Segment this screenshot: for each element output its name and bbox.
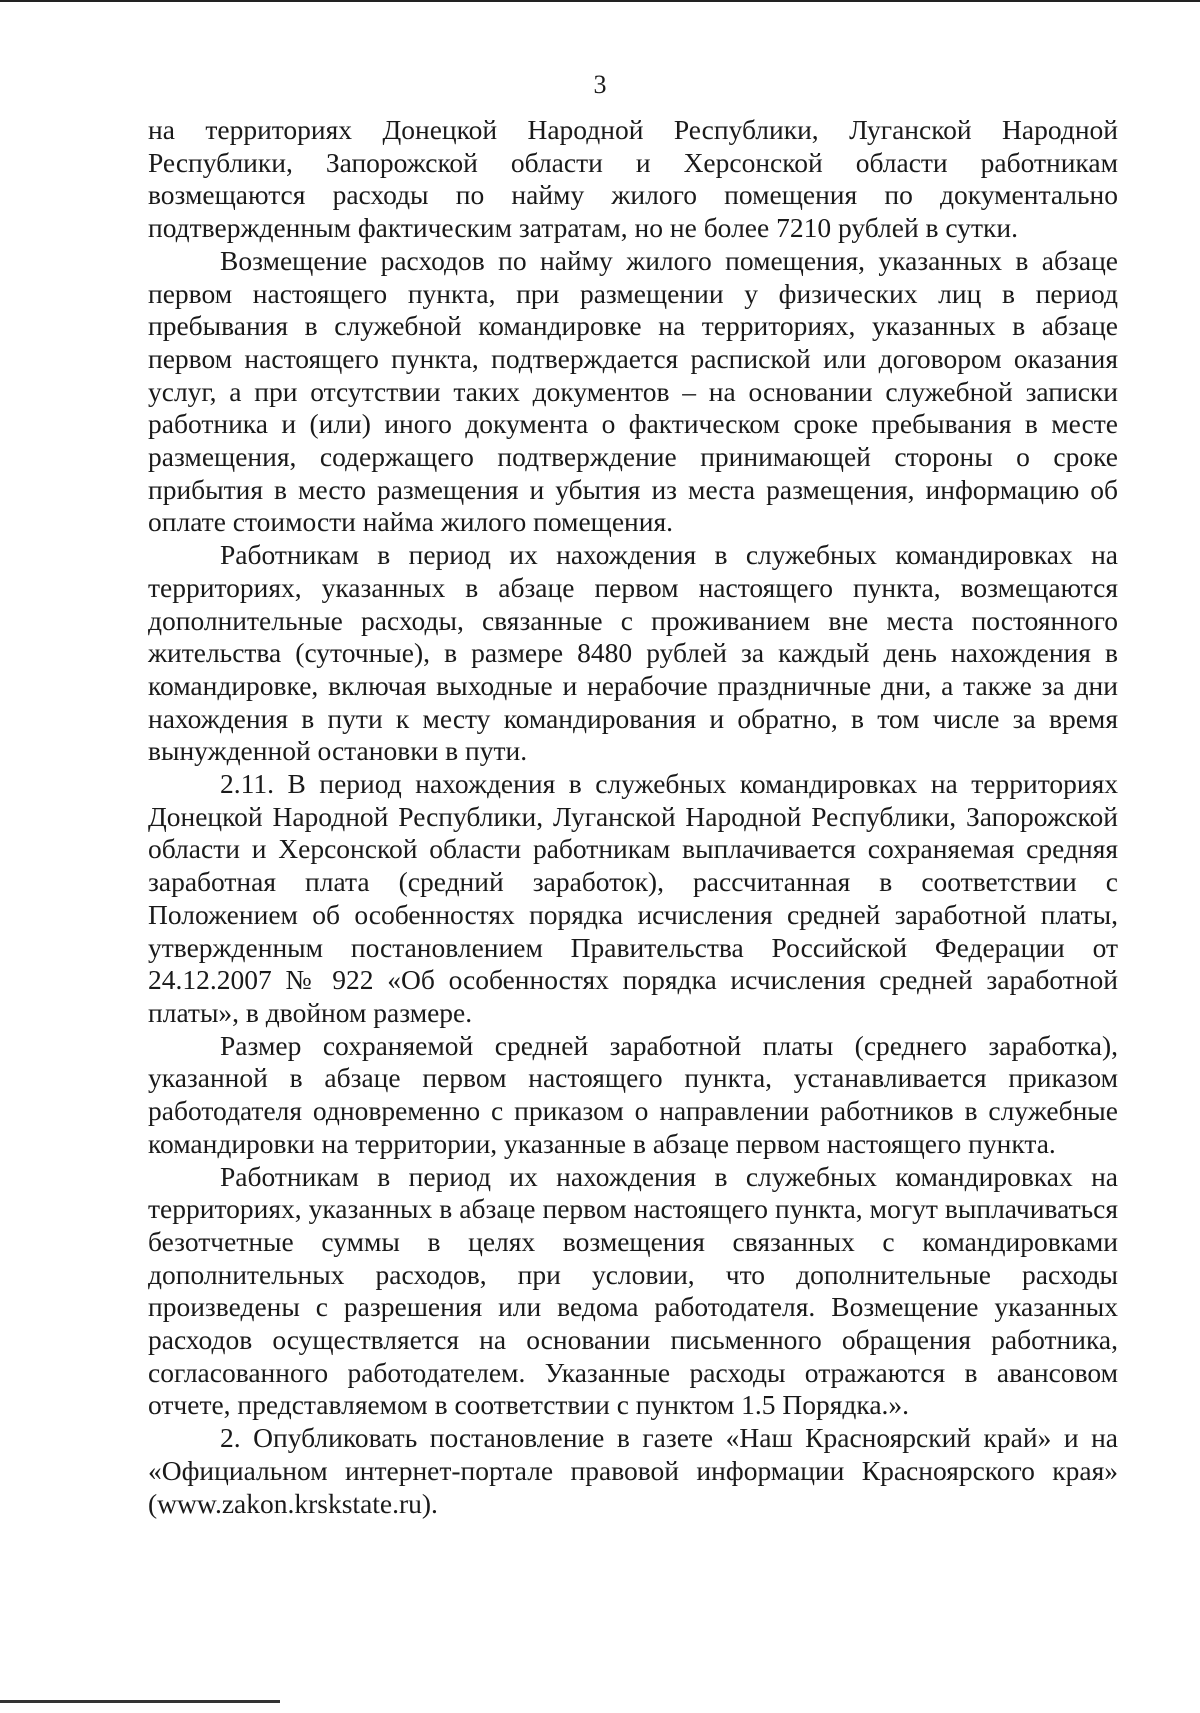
paragraph-housing-reimbursement: Возмещение расходов по найму жилого помещения, указанных в абзаце первом настоящего пункта, при размещении у физических лиц в период пребывания в служебной командировке на территориях, указанных в абзаце первом настоящего пункта, подтверждается распиской или договором оказания услуг, а при отсутствии таких документов – на основании служебной записки работника и (или) иного документа о фактическом сроке пребывания в месте размещения, содержащего подтверждение принимающей стороны о сроке прибытия в место размещения и убытия из места размещения, информацию об оплате стоимости найма жилого помещения. [148,244,1118,538]
paragraph-unaccountable-sums: Работникам в период их нахождения в служебных командировках на территориях, указанных в абзаце первом настоящего пункта, могут выплачиваться безотчетные суммы в целях возмещения связанных с командировками дополнительных расходов, при условии, что дополнительные расходы произведены с разрешения или ведома работодателя. Возмещение указанных расходов осуществляется на основании письменного обращения работника, согласованного работодателем. Указанные расходы отражаются в авансовом отчете, представляемом в соответствии с пунктом 1.5 Порядка.». [148,1160,1118,1421]
paragraph-salary-amount: Размер сохраняемой средней заработной платы (среднего заработка), указанной в абзаце первом настоящего пункта, устанавливается приказом работодателя одновременно с приказом о направлении работников в служебные командировки на территории, указанные в абзаце первом настоящего пункта. [148,1029,1118,1159]
paragraph-continuation: на территориях Донецкой Народной Республики, Луганской Народной Республики, Запорожской области и Херсонской области работникам возмещаются расходы по найму жилого помещения по документально подтвержденным фактическим затратам, но не более 7210 рублей в сутки. [148,114,1118,244]
paragraph-per-diem: Работникам в период их нахождения в служебных командировках на территориях, указанных в абзаце первом настоящего пункта, возмещаются дополнительные расходы, связанные с проживанием вне места постоянного жительства (суточные), в размере 8480 рублей за каждый день нахождения в командировке, включая выходные и нерабочие праздничные дни, а также за дни нахождения в пути к месту командирования и обратно, в том числе за время вынужденной остановки в пути. [148,539,1118,767]
scan-edge-top [0,0,1200,2]
paragraph-clause-2-11: 2.11. В период нахождения в служебных командировках на территориях Донецкой Народной Республики, Луганской Народной Республики, Запорожской области и Херсонской области работникам выплачивается сохраняемая средняя заработная плата (средний заработок), рассчитанная в соответствии с Положением об особенностях порядка исчисления средней заработной платы, утвержденным постановлением Правительства Российской Федерации от 24.12.2007 № 922 «Об особенностях порядка исчисления средней заработной платы», в двойном размере. [148,768,1118,1028]
page-number: 3 [593,70,607,99]
scan-edge-bottom [0,1700,280,1703]
paragraph-publication: 2. Опубликовать постановление в газете «Наш Красноярский край» и на «Официальном интернет-портале правовой информации Красноярского края» (www.zakon.krskstate.ru). [148,1422,1118,1519]
document-body [148,114,1118,1520]
